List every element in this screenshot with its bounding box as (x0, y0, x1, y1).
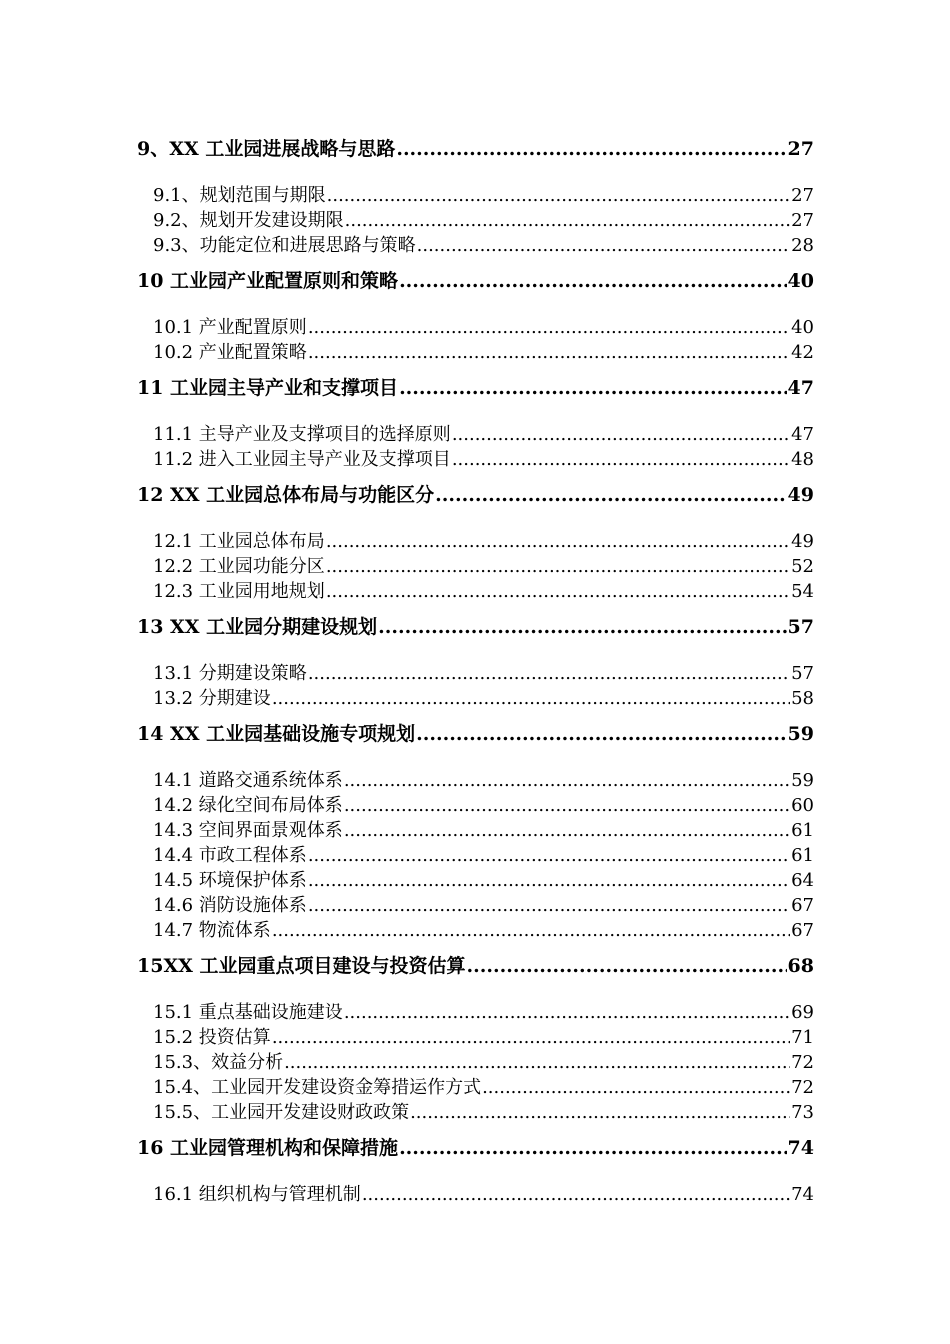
toc-entry-title: 14.3 空间界面景观体系 (153, 820, 343, 841)
toc-entry-page-number: 61 (791, 845, 814, 866)
dot-leader (308, 315, 790, 340)
toc-entry-page-number: 67 (791, 895, 814, 916)
dot-leader (327, 183, 790, 208)
toc-heading[interactable] (137, 136, 814, 162)
toc-subentry[interactable] (153, 208, 814, 233)
dot-leader (452, 422, 790, 447)
toc-entry-title: 16.1 组织机构与管理机制 (153, 1184, 361, 1205)
toc-subentry[interactable] (153, 661, 814, 686)
toc-subentry[interactable] (153, 554, 814, 579)
toc-entry-page-number: 27 (787, 138, 814, 160)
dot-leader (308, 843, 790, 868)
dot-leader (308, 340, 790, 365)
toc-subentry[interactable] (153, 818, 814, 843)
toc-entry-title: 10.2 产业配置策略 (153, 342, 307, 363)
dot-leader (344, 818, 790, 843)
toc-subentry[interactable] (153, 893, 814, 918)
toc-entry-title: 14.4 市政工程体系 (153, 845, 307, 866)
toc-subentry[interactable] (153, 1075, 814, 1100)
toc-entry-title: 9、XX 工业园进展战略与思路 (137, 138, 396, 160)
toc-subentry[interactable] (153, 422, 814, 447)
toc-entry-page-number: 73 (791, 1102, 814, 1123)
toc-subentry[interactable] (153, 1025, 814, 1050)
dot-leader (326, 579, 790, 604)
dot-leader (417, 233, 790, 258)
toc-entry-title: 13.2 分期建设 (153, 688, 271, 709)
toc-entry-title: 15.5、工业园开发建设财政政策 (153, 1102, 410, 1123)
toc-subentry[interactable] (153, 918, 814, 943)
toc-entry-title: 9.3、功能定位和进展思路与策略 (153, 235, 416, 256)
toc-entry-page-number: 71 (791, 1027, 814, 1048)
toc-entry-page-number: 67 (791, 920, 814, 941)
toc-entry-title: 15.4、工业园开发建设资金筹措运作方式 (153, 1077, 482, 1098)
toc-entry-title: 14.5 环境保护体系 (153, 870, 307, 891)
toc-subentry[interactable] (153, 447, 814, 472)
dot-leader (362, 1182, 790, 1207)
toc-heading[interactable] (137, 953, 814, 979)
toc-entry-title: 9.2、规划开发建设期限 (153, 210, 344, 231)
toc-entry-title: 11 工业园主导产业和支撑项目 (137, 377, 399, 399)
toc-heading[interactable] (137, 1135, 814, 1161)
dot-leader (308, 893, 790, 918)
toc-heading[interactable] (137, 482, 814, 508)
toc-entry-page-number: 57 (787, 616, 814, 638)
toc-subentry[interactable] (153, 1050, 814, 1075)
dot-leader (326, 529, 790, 554)
toc-entry-title: 12.3 工业园用地规划 (153, 581, 325, 602)
toc-entry-page-number: 57 (791, 663, 814, 684)
toc-entry-title: 9.1、规划范围与期限 (153, 185, 326, 206)
dot-leader (344, 1000, 790, 1025)
toc-entry-title: 15.1 重点基础设施建设 (153, 1002, 343, 1023)
toc-entry-title: 10 工业园产业配置原则和策略 (137, 270, 399, 292)
dot-leader (396, 136, 786, 162)
toc-entry-title: 15.3、效益分析 (153, 1052, 284, 1073)
toc-entry-title: 15XX 工业园重点项目建设与投资估算 (137, 955, 466, 977)
toc-entry-page-number: 59 (791, 770, 814, 791)
dot-leader (344, 793, 790, 818)
dot-leader (452, 447, 790, 472)
toc-entry-title: 14.2 绿化空间布局体系 (153, 795, 343, 816)
toc-entry-page-number: 69 (791, 1002, 814, 1023)
toc-entry-page-number: 48 (791, 449, 814, 470)
toc-entry-page-number: 47 (791, 424, 814, 445)
toc-entry-title: 13 XX 工业园分期建设规划 (137, 616, 378, 638)
toc-entry-title: 12.2 工业园功能分区 (153, 556, 325, 577)
toc-entry-title: 10.1 产业配置原则 (153, 317, 307, 338)
toc-subentry[interactable] (153, 579, 814, 604)
toc-subentry[interactable] (153, 1000, 814, 1025)
dot-leader (284, 1050, 790, 1075)
dot-leader (272, 686, 790, 711)
toc-entry-page-number: 74 (787, 1137, 814, 1159)
dot-leader (399, 268, 786, 294)
toc-entry-title: 13.1 分期建设策略 (153, 663, 307, 684)
toc-entry-page-number: 59 (787, 723, 814, 745)
toc-entry-title: 14.7 物流体系 (153, 920, 271, 941)
dot-leader (344, 768, 790, 793)
toc-subentry[interactable] (153, 843, 814, 868)
toc-entry-page-number: 58 (791, 688, 814, 709)
dot-leader (326, 554, 790, 579)
toc-entry-page-number: 68 (787, 955, 814, 977)
dot-leader (345, 208, 790, 233)
toc-heading[interactable] (137, 721, 814, 747)
toc-entry-page-number: 28 (791, 235, 814, 256)
toc-subentry[interactable] (153, 768, 814, 793)
toc-entry-page-number: 64 (791, 870, 814, 891)
toc-entry-title: 11.1 主导产业及支撑项目的选择原则 (153, 424, 451, 445)
toc-entry-title: 15.2 投资估算 (153, 1027, 271, 1048)
toc-subentry[interactable] (153, 183, 814, 208)
toc-subentry[interactable] (153, 793, 814, 818)
toc-subentry[interactable] (153, 686, 814, 711)
dot-leader (272, 1025, 790, 1050)
toc-entry-title: 14.1 道路交通系统体系 (153, 770, 343, 791)
toc-entry-page-number: 74 (791, 1184, 814, 1205)
toc-subentry[interactable] (153, 315, 814, 340)
dot-leader (410, 1100, 790, 1125)
toc-entry-page-number: 49 (787, 484, 814, 506)
dot-leader (416, 721, 786, 747)
toc-subentry[interactable] (153, 529, 814, 554)
dot-leader (435, 482, 786, 508)
dot-leader (272, 918, 790, 943)
toc-entry-page-number: 72 (791, 1052, 814, 1073)
dot-leader (399, 1135, 786, 1161)
toc-entry-title: 12 XX 工业园总体布局与功能区分 (137, 484, 435, 506)
toc-heading[interactable] (137, 268, 814, 294)
toc-entry-page-number: 42 (791, 342, 814, 363)
dot-leader (482, 1075, 790, 1100)
toc-entry-page-number: 72 (791, 1077, 814, 1098)
toc-entry-page-number: 27 (791, 210, 814, 231)
toc-heading[interactable] (137, 614, 814, 640)
toc-subentry[interactable] (153, 868, 814, 893)
toc-subentry[interactable] (153, 340, 814, 365)
toc-subentry[interactable] (153, 233, 814, 258)
toc-entry-page-number: 27 (791, 185, 814, 206)
dot-leader (467, 953, 787, 979)
toc-entry-title: 14.6 消防设施体系 (153, 895, 307, 916)
toc-entry-page-number: 61 (791, 820, 814, 841)
dot-leader (399, 375, 786, 401)
dot-leader (378, 614, 786, 640)
toc-entry-page-number: 40 (787, 270, 814, 292)
dot-leader (308, 868, 790, 893)
toc-entry-page-number: 52 (791, 556, 814, 577)
toc-entry-title: 11.2 进入工业园主导产业及支撑项目 (153, 449, 451, 470)
toc-entry-page-number: 49 (791, 531, 814, 552)
toc-subentry[interactable] (153, 1100, 814, 1125)
toc-entry-page-number: 54 (791, 581, 814, 602)
toc-entry-title: 16 工业园管理机构和保障措施 (137, 1137, 399, 1159)
toc-entry-title: 12.1 工业园总体布局 (153, 531, 325, 552)
toc-entry-title: 14 XX 工业园基础设施专项规划 (137, 723, 416, 745)
toc-subentry[interactable] (153, 1182, 814, 1207)
dot-leader (308, 661, 790, 686)
toc-entry-page-number: 60 (791, 795, 814, 816)
toc-entry-page-number: 40 (791, 317, 814, 338)
toc-heading[interactable] (137, 375, 814, 401)
toc-entry-page-number: 47 (787, 377, 814, 399)
